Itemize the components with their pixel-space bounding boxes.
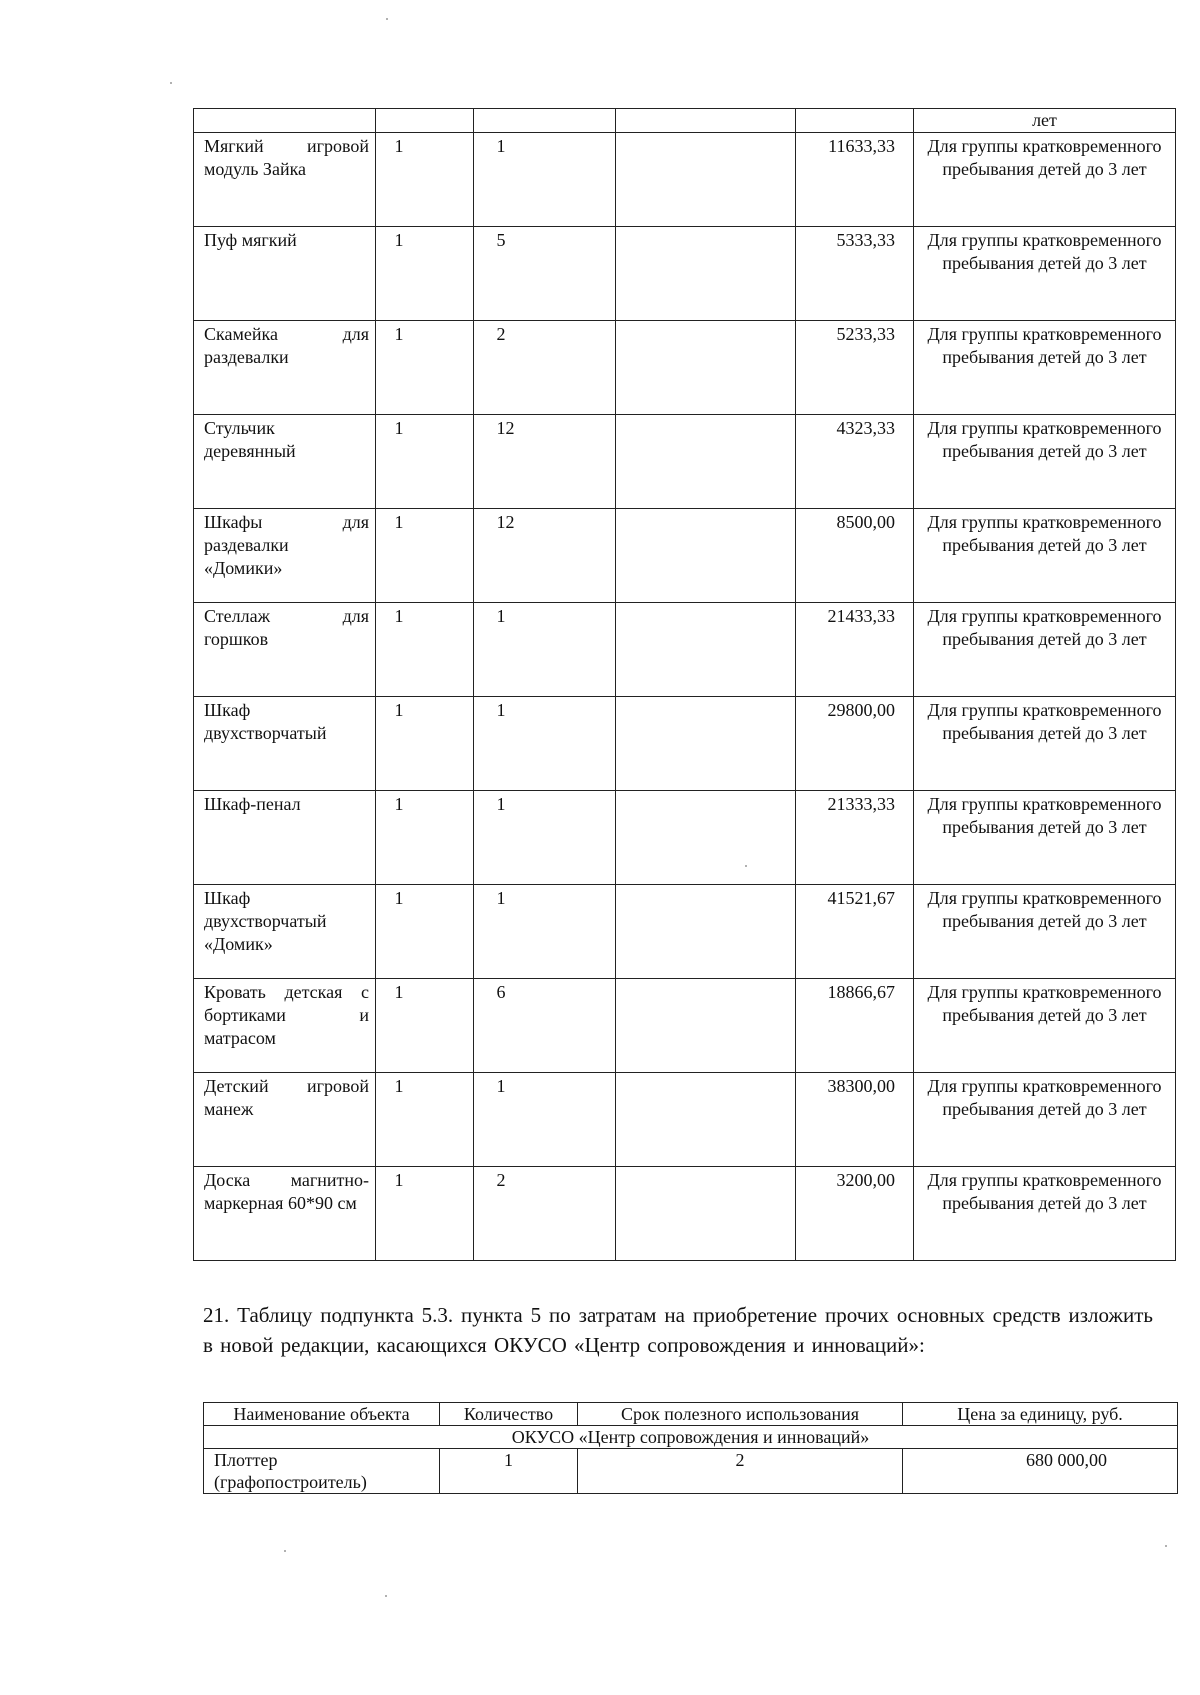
table-row (194, 979, 1176, 1073)
cell-c3-value: 6 (496, 982, 506, 1002)
table2-header-row (204, 1403, 1178, 1426)
cell-c2-value: 1 (394, 1170, 404, 1190)
cell-c2-value: 1 (394, 794, 404, 814)
cell-c2 (376, 791, 474, 885)
cell-c4 (616, 509, 796, 603)
cell-c2 (376, 321, 474, 415)
cell-purpose: Для группы кратковременного пребывания детей до 3 лет (914, 791, 1176, 885)
cell-c4 (616, 109, 796, 133)
org-name: ОКУСО «Центр сопровождения и инноваций» (204, 1426, 1178, 1449)
cell-price: 4323,33 (796, 415, 914, 509)
scan-speck (745, 865, 747, 867)
cell-c3-value: 12 (496, 418, 515, 438)
header-qty: Количество (440, 1403, 578, 1426)
equipment-table (193, 108, 1176, 1261)
table-row (194, 1073, 1176, 1167)
cell-name (194, 109, 376, 133)
header-price: Цена за единицу, руб. (903, 1403, 1178, 1426)
scan-speck (284, 1550, 286, 1552)
cell-name: Стульчик деревянный (194, 415, 376, 509)
cell-purpose: Для группы кратковременного пребывания детей до 3 лет (914, 697, 1176, 791)
cell-c3-value: 1 (496, 1076, 506, 1096)
cell-c2-value: 1 (394, 512, 404, 532)
cell-term: 2 (578, 1449, 903, 1494)
fixed-assets-table (203, 1402, 1178, 1494)
cell-price: 21333,33 (796, 791, 914, 885)
cell-c2-value: 1 (394, 700, 404, 720)
cell-c4 (616, 791, 796, 885)
cell-c2 (376, 697, 474, 791)
scan-speck (1165, 1545, 1167, 1547)
cell-c4 (616, 603, 796, 697)
cell-c2 (376, 1073, 474, 1167)
cell-c4 (616, 321, 796, 415)
cell-c3-value: 2 (496, 324, 506, 344)
cell-price: 41521,67 (796, 885, 914, 979)
table2-org-row (204, 1426, 1178, 1449)
cell-price: 5233,33 (796, 321, 914, 415)
cell-c2-value: 1 (394, 606, 404, 626)
table-row (194, 697, 1176, 791)
cell-purpose: Для группы кратковременного пребывания детей до 3 лет (914, 603, 1176, 697)
cell-name: Шкафы для раздевалки «Домики» (194, 509, 376, 603)
equipment-table-body (194, 109, 1176, 1261)
table-row (194, 227, 1176, 321)
cell-c3-value: 1 (496, 794, 506, 814)
cell-purpose: Для группы кратковременного пребывания детей до 3 лет (914, 415, 1176, 509)
cell-name: Детский игровой манеж (194, 1073, 376, 1167)
cell-name: Шкаф-пенал (194, 791, 376, 885)
scan-speck (170, 82, 172, 84)
cell-c4 (616, 133, 796, 227)
cell-purpose: Для группы кратковременного пребывания детей до 3 лет (914, 133, 1176, 227)
table-row (194, 603, 1176, 697)
cell-c3-value: 1 (496, 700, 506, 720)
cell-c4 (616, 1073, 796, 1167)
table-row (194, 509, 1176, 603)
cell-c3 (474, 979, 616, 1073)
cell-c4 (616, 979, 796, 1073)
cell-purpose: Для группы кратковременного пребывания детей до 3 лет (914, 227, 1176, 321)
cell-c2-value: 1 (394, 982, 404, 1002)
cell-c3 (474, 109, 616, 133)
cell-c2 (376, 133, 474, 227)
cell-purpose: лет (914, 109, 1176, 133)
cell-object-name: Плоттер (графопостроитель) (204, 1449, 440, 1494)
table-row (194, 133, 1176, 227)
cell-c3 (474, 1073, 616, 1167)
cell-c2 (376, 1167, 474, 1261)
cell-qty: 1 (440, 1449, 578, 1494)
cell-c2 (376, 509, 474, 603)
cell-purpose: Для группы кратковременного пребывания детей до 3 лет (914, 885, 1176, 979)
table-row (194, 885, 1176, 979)
cell-c3 (474, 697, 616, 791)
cell-c4 (616, 227, 796, 321)
table2-row (204, 1449, 1178, 1494)
cell-c3-value: 1 (496, 136, 506, 156)
cell-price: 680 000,00 (903, 1449, 1178, 1494)
cell-price: 21433,33 (796, 603, 914, 697)
cell-purpose: Для группы кратковременного пребывания детей до 3 лет (914, 979, 1176, 1073)
cell-c3 (474, 603, 616, 697)
paragraph-21: 21. Таблицу подпункта 5.3. пункта 5 по затратам на приобретение прочих основных средств изложить в новой редакции, касающихся ОКУСО «Центр сопровождения и инноваций»: (203, 1303, 1153, 1357)
cell-c2-value: 1 (394, 888, 404, 908)
cell-c4 (616, 697, 796, 791)
cell-c2 (376, 415, 474, 509)
cell-c2-value: 1 (394, 136, 404, 156)
cell-c3 (474, 227, 616, 321)
cell-price: 18866,67 (796, 979, 914, 1073)
cell-c2 (376, 603, 474, 697)
cell-c2-value: 1 (394, 1076, 404, 1096)
cell-c2-value: 1 (394, 418, 404, 438)
scan-speck (385, 1595, 387, 1597)
cell-c2 (376, 885, 474, 979)
table-row (194, 791, 1176, 885)
cell-c3 (474, 509, 616, 603)
cell-c4 (616, 885, 796, 979)
cell-c2 (376, 979, 474, 1073)
cell-price: 11633,33 (796, 133, 914, 227)
cell-name: Шкаф двухстворчатый (194, 697, 376, 791)
cell-c3-value: 5 (496, 230, 506, 250)
cell-c3-value: 1 (496, 606, 506, 626)
cell-name: Стеллаж для горшков (194, 603, 376, 697)
cell-price: 3200,00 (796, 1167, 914, 1261)
cell-c3-value: 12 (496, 512, 515, 532)
cell-price: 5333,33 (796, 227, 914, 321)
cell-c2-value: 1 (394, 230, 404, 250)
scan-speck (386, 18, 388, 20)
continuation-row (194, 109, 1176, 133)
table-row (194, 321, 1176, 415)
cell-c3 (474, 1167, 616, 1261)
header-name: Наименование объекта (204, 1403, 440, 1426)
cell-c2 (376, 227, 474, 321)
cell-name: Мягкий игровой модуль Зайка (194, 133, 376, 227)
cell-purpose: Для группы кратковременного пребывания детей до 3 лет (914, 509, 1176, 603)
cell-name: Доска магнитно-маркерная 60*90 см (194, 1167, 376, 1261)
table-row (194, 415, 1176, 509)
cell-c2-value: 1 (394, 324, 404, 344)
cell-c4 (616, 1167, 796, 1261)
cell-price: 38300,00 (796, 1073, 914, 1167)
cell-c3 (474, 415, 616, 509)
table-row (194, 1167, 1176, 1261)
cell-name: Кровать детская с бортиками и матрасом (194, 979, 376, 1073)
cell-c3-value: 1 (496, 888, 506, 908)
cell-c3 (474, 133, 616, 227)
cell-price: 29800,00 (796, 697, 914, 791)
cell-purpose: Для группы кратковременного пребывания детей до 3 лет (914, 1167, 1176, 1261)
cell-purpose: Для группы кратковременного пребывания детей до 3 лет (914, 321, 1176, 415)
cell-name: Пуф мягкий (194, 227, 376, 321)
cell-price (796, 109, 914, 133)
cell-c3 (474, 791, 616, 885)
cell-c3 (474, 885, 616, 979)
cell-c3-value: 2 (496, 1170, 506, 1190)
cell-purpose: Для группы кратковременного пребывания детей до 3 лет (914, 1073, 1176, 1167)
header-term: Срок полезного использования (578, 1403, 903, 1426)
cell-c3 (474, 321, 616, 415)
cell-name: Скамейка для раздевалки (194, 321, 376, 415)
cell-name: Шкаф двухстворчатый «Домик» (194, 885, 376, 979)
cell-c2 (376, 109, 474, 133)
cell-price: 8500,00 (796, 509, 914, 603)
cell-c4 (616, 415, 796, 509)
